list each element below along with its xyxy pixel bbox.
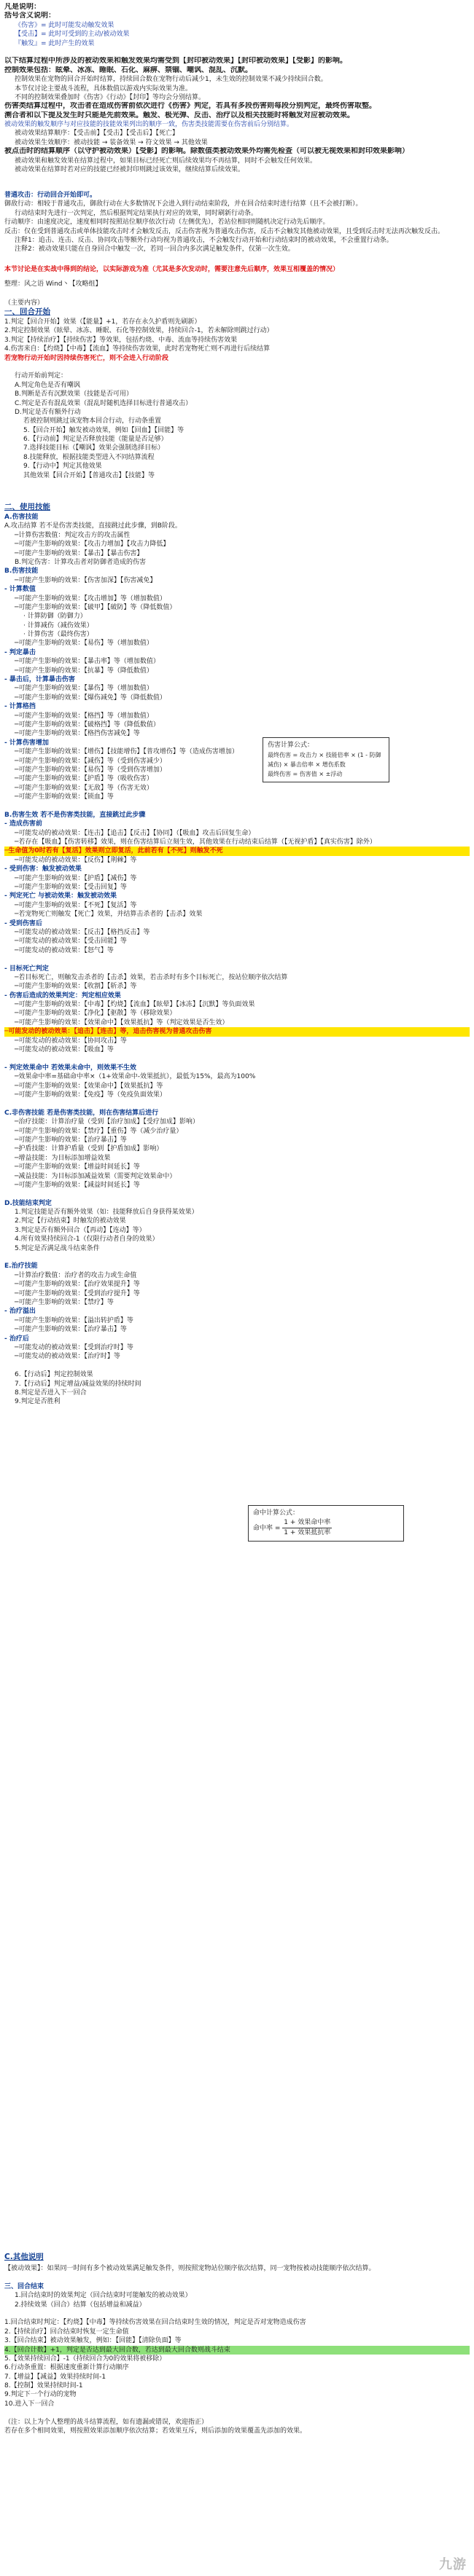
part3-line: 10.进入下一回合 [4,2400,55,2408]
intro-line: 括号含义说明： [4,12,55,20]
part3-line [4,2408,470,2417]
part2-line: ─可能产生影响的效果：【受到治疗提升】等 [15,1289,140,1297]
part2-line [4,802,470,811]
general-line: 行动结束时先进行一次判定，然后根据判定结果执行对应的效果，同时刷新行动条。 [15,209,258,217]
general-line: 行动顺序：由速度决定，速度相同时按照站位顺序依次行动（左侧优先），若站位相同则随机决定行动先后顺序。 [4,219,330,227]
part2-line: - 造成伤害前 [4,820,42,828]
intro-line: 被动效果和触发效果在结算过程中，如果目标已经死亡则后续效果均不再结算，同时不会触发任何效果。 [15,157,317,165]
part2-line: ─可能发动的被动效果：【受到治疗时】等 [15,1343,133,1351]
intro-line: 被动效果在结算时若对应的技能已经被封印则跳过该效果，继续结算后续效果。 [15,166,245,174]
part2-line: ─可能产生影响的效果：【爆伤减免】等（降低数值） [15,694,166,702]
part2-line: - 受到伤害：触发被动效果 [4,865,82,873]
part2-line: - 受到伤害后 [4,919,42,927]
part2-line: ─可能产生影响的效果：【锁血】等 [15,793,114,801]
part2-line: ─若目标死亡，则触发击杀者的【击杀】效果，若击杀时有多个目标死亡，按站位顺序依次结算 [15,973,288,981]
hit-formula-left: 命中率 = [253,1525,281,1532]
intro-line [4,48,470,57]
general-line: 普通攻击：行动回合开始即可。 [4,192,97,199]
part2-line: 5.判定是否满足战斗结束条件 [15,1244,100,1252]
intro-line: 溯合者和以下提及发生时只能是先前效果。触发、极光弹、反击、治疗以及相关技能时将触发对应被动效果。 [4,111,354,119]
intro-line: 被动效果生效顺序：被动技能 → 装备效果 → 符文效果 → 其他效果 [15,138,208,146]
part1-line: C.判定是否有混乱效果（混乱时随机选择目标进行普通攻击） [15,399,193,407]
part3-line [4,2309,470,2318]
part2-line: 1.判定技能是否有额外效果（如：技能释放后自身获得某效果） [15,1209,198,1217]
part2-line: ─可能发动的被动效果：【怒气】等 [15,946,114,954]
part2-line: - 暴击后，计算暴击伤害 [4,676,75,684]
hit-formula-fraction [282,1518,332,1538]
part2-line: ─治疗技能：计算治疗量（受到【治疗加成】【受疗加成】影响） [15,1118,199,1126]
part2-line: ─计算治疗数值：治疗者的攻击力或生命值 [15,1271,137,1279]
part2-line: · 计算防御（防御力） [23,613,87,621]
part2-line: ─可能产生影响的效果：【增益时间延长】等 [15,1163,140,1171]
part2-line: - 治疗后 [4,1335,29,1343]
intro-line: 伤害类结算过程中，攻击者在造成伤害前依次进行《伤害》判定，若具有多段伤害则每段分别判定，最终伤害取整。 [4,102,376,111]
part2-line [4,1099,470,1108]
part1-line: B.判断是否有沉默效果（技能是否可用） [15,390,133,398]
damage-formula-line1: 最终伤害 = 攻击力 × 技能倍率 × (1 - 防御减伤) × 暴击倍率 × 增伤系数 [268,752,381,768]
part2-line: · 计算减伤（减伤效果） [23,621,93,629]
intro-line: 控制效果包括：眩晕、冰冻、睡眠、石化、麻痹、禁锢、嘲讽、混乱、沉默。 [4,66,252,74]
part2-line: ─可能产生影响的效果：【无敌】等（伤害无效） [15,784,153,792]
part2-line: ─可能发动的被动效果：【吸血】等 [15,1046,114,1054]
part2-line: ─可能发动的被动效果：【追击】【连击】等，追击伤害视为普通攻击伤害 [4,1027,470,1036]
part2-line: ─可能产生影响的效果：【收割】【斩杀】等 [15,983,137,991]
part3-title: C.其他说明 [4,2253,44,2261]
intro-line: 被动效果结算顺序：【受击前】【受击】【受击后】【死亡】 [15,130,179,138]
part2-line: - 判定暴击 [4,648,36,656]
intro-line: 本节仅讨论主要战斗流程，具体数值以游戏内实际效果为准。 [15,85,193,93]
part1-line: 6.【行动前】判定是否释放技能（能量是否足够） [23,436,168,444]
part2-line: ─可能产生影响的效果：【抗暴】等（降低数值） [15,667,153,675]
part1-line: 1.判定【回合开始】效果（【能量】+1，若存在永久护盾则先刷新） [4,318,201,326]
part2-line: ─可能产生影响的效果：【受击回复】等 [15,884,127,892]
intro-line: 以下结算过程中所涉及的被动效果和触发效果均需受到【封印被动效果】【封印被动效果】【受影】的影响。 [4,57,347,66]
part2-line: ─可能产生影响的效果：【治疗效果提升】等 [15,1281,140,1289]
part2-line: ─可能发动的被动效果：【治疗时】等 [15,1353,120,1361]
part3-line: 1.回合结束时判定：【灼烧】【中毒】等持续伤害效果在回合结束时生效的情况，判定是否对宠物造成伤害 [4,2319,306,2327]
part2-line: ─可能产生影响的效果：【暴击】【暴击伤害】 [15,549,144,557]
part2-line: ─可能产生影响的效果：【溢出转护盾】等 [15,1316,133,1324]
general-section [4,191,470,254]
part1-line: 其他效果【回合开始】【普通攻击】【技能】等 [23,471,155,479]
part2-line [4,1054,470,1063]
part2-line: ─可能产生影响的效果：【格挡】等（增加数值） [15,712,153,720]
part3-line: 3.【回合结束】被动效果触发，例如：【回能】【清除负面】等 [4,2337,182,2345]
part2-line: ─可能产生影响的效果：【破甲】【破防】等（降低数值） [15,603,176,611]
part2-heading [4,503,470,511]
intro-line: 《伤害》= 此时可能发动触发效果 [15,21,114,29]
intro-line: 控制效果在宠物的回合开始时结算，持续回合数在宠物行动后减少1，未生效的控制效果不减少持续回合数。 [15,76,327,84]
part2-line: ─可能产生影响的效果：【免疫】等（免疫负面效果） [15,1091,166,1099]
damage-formula-box [263,737,389,782]
part3-line: 2.持续效果（回合）结算（包括增益和减益） [15,2301,146,2309]
part2-line: ─可能产生影响的效果：【破格挡】等（降低数值） [15,720,160,729]
part2-line: ─减益技能：为目标添加减益效果（需要判定效果命中） [15,1172,176,1180]
part2-line: B.判定伤害：计算攻击者对防御者造成的伤害 [15,558,147,566]
part1-line: A.判定角色是否有嘲讽 [15,381,80,389]
part2-line: ─可能产生影响的效果：【护盾】等（吸收伤害） [15,775,153,783]
part1-line: 9.【行动中】判定其他效果 [23,463,102,471]
part3-line: 8.【控制】效果持续时间-1 [4,2382,83,2390]
part2-line: ─可能产生影响的效果：【易伤】等（受到伤害增加） [15,766,166,774]
part2-line [4,1253,470,1262]
part1-line [4,363,470,372]
part2-line: ─可能产生影响的效果：【禁疗】等 [15,1298,114,1306]
part2-line: ─可能产生影响的效果：【减伤】等（受到伤害减少） [15,757,166,765]
part2-line: ─可能产生影响的效果：【净化】【驱散】等（移除效果） [15,1010,176,1018]
part2-line: ─可能发动的被动效果：【受击回能】等 [15,938,127,946]
part2-section [4,513,470,1407]
part2-line: ─可能产生影响的效果：【易伤】等（增加数值） [15,640,153,648]
part2-line: ─可能产生影响的效果：【攻击力增加】【攻击力降低】 [15,541,170,549]
part3-line: 4.【回合计数】+1，判定是否达到最大回合数，若达到最大回合数则战斗结束 [4,2346,470,2355]
part2-line: ─效果命中率=基础命中率×（1+效果命中-效果抵抗），最低为15%，最高为100% [15,1073,256,1081]
intro-line: 被点击时的结算顺序（以守护被动效果）【受影】的影响。除数值类被动效果外均需先检查（可以被无视效果和封印效果影响） [4,147,409,156]
part2-line: ─可能产生影响的效果：【减益时间延长】等 [15,1181,140,1189]
part2-line: ─可能产生影响的效果：【效果命中】【效果抵抗】等（判定效果是否生效） [15,1018,229,1026]
hit-formula-denominator: 1 + 效果抵抗率 [284,1529,331,1536]
part2-line: · 计算伤害（最终伤害） [23,631,93,639]
intro-line: 被动效果的触发顺序与对应技能的技能效果列出的顺序一致，伤害类技能需要在伤害前后分别结算。 [4,121,294,129]
part1-line: 4.伤害来自：【灼烧】【中毒】【流血】等持续伤害效果，此时若宠物死亡则不再进行后续结算 [4,345,271,353]
part2-line: B.伤害生效 若不是伤害类技能，直接跳过此步骤 [4,811,146,819]
part2-line: ─可能产生影响的效果：【增伤】【技能增伤】【普攻增伤】等（造成伤害增加） [15,748,238,756]
part2-line: ─可能产生影响的效果：【格挡伤害减免】等 [15,730,140,738]
part1-line: 5.【回合开始】触发被动效果，例如【回血】【回能】等 [23,426,184,434]
part3-line: 5.【效果持续回合】-1（持续回合为0的效果将被移除） [4,2355,166,2363]
damage-formula-line2: 最终伤害 = 伤害值 × ±浮动 [268,771,343,777]
part3-line: 9.判定下一个行动的宠物 [4,2391,77,2399]
part2-line [4,1362,470,1370]
notice-text: 本节讨论是在实战中得到的结论，以实际游戏为准（尤其是多次发动时，需要注意先后顺序，效果互相覆盖的情况） [4,266,340,273]
intro-line: 『触发』= 此时产生的效果 [15,39,95,47]
part2-line: ─若存在【吸血】【伤害转移】效果，则在伤害结算后立刻生效，其他效果在行动结束后结算（【无视护盾】【真实伤害】除外） [15,839,376,847]
part2-line: ─可能产生影响的效果：【暴伤】等（增加数值） [15,685,153,693]
part2-line: 6.【行动后】判定控制效果 [15,1371,93,1379]
part1-line: 2.判定控制效果（眩晕、冰冻、睡眠、石化等控制效果，持续回合-1，若未解除则跳过行动） [4,327,273,335]
part3-line: （注：以上为个人整理的战斗结算流程，如有遗漏或错误，欢迎指正） [4,2418,209,2426]
part2-line: A.攻击结算 若不是伤害类技能，直接跳过此步骤，到B阶段。 [4,522,182,530]
intro-line: 【受击】= 此时可受到的主动/被动效果 [15,31,130,39]
part2-line: ─可能产生影响的效果：【护盾】【减伤】等 [15,874,137,882]
part2-line: ─可能产生影响的效果：【中毒】【灼烧】【流血】【眩晕】【冰冻】【沉默】等负面效果 [15,1001,255,1009]
part2-line [4,955,470,964]
part2-line: B.伤害技能 [4,568,39,576]
watermark-logo: 九游 [439,2557,467,2572]
part2-line: ─可能产生影响的效果：【伤害加深】【伤害减免】 [15,576,157,584]
part1-line: D.判定是否有额外行动 [15,408,81,416]
part2-line: C.非伤害技能 若是伤害类技能，则在伤害结算后进行 [4,1109,159,1117]
part3-line: 7.【增益】【减益】效果持续时间-1 [4,2373,106,2381]
part3-heading [4,2253,470,2261]
part2-line: - 伤害后造成的效果判定：判定相应效果 [4,991,121,1000]
part2-line: - 计算伤害增加 [4,739,49,747]
part3-line [4,2273,470,2282]
part2-line: - 判定效果命中 若效果未命中，则效果不生效 [4,1064,137,1072]
part2-line: ─可能产生影响的效果：【禁疗】【重伤】等（减少治疗量） [15,1127,183,1135]
part1-line: 若宠物行动开始时因持续伤害死亡，则不会进入行动阶段 [4,354,169,362]
toc-title: （主要内容） [4,299,44,307]
part2-line: ─可能发动的被动效果：【连击】【追击】【反击】【协同】（【吸血】攻击后回复生命） [15,829,255,837]
toc-section [4,299,470,317]
part2-line: - 判定死亡 与被动效果：触发被动效果 [4,892,117,900]
part3-section [4,2264,470,2435]
part1-line: 8.技能释放，根据技能类型进入不同结算流程 [23,453,155,461]
part1-line: 7.选择技能目标（【嘲讽】效果会强制选择目标） [23,444,165,452]
part2-line: ─可能产生影响的效果：【治疗暴击】等 [15,1136,127,1144]
part2-line: - 目标死亡判定 [4,965,49,973]
part1-line: 行动开始前判定： [15,372,68,380]
intro-line: 凡是说明： [4,3,41,11]
part2-line: ─可能产生影响的效果：【效果命中】【效果抵抗】等 [15,1082,163,1090]
part2-line: ─计算伤害数值：判定攻击方的攻击属性 [15,531,131,539]
part2-line: 2.判定【行动结束】时触发的被动效果 [15,1217,126,1225]
part2-line: ─若宠物死亡则触发【死亡】效果，并结算击杀者的【击杀】效果 [15,911,203,919]
part2-line: 4.所有效果持续回合-1（仅限行动者自身的效果） [15,1236,159,1244]
general-line: 注释1：追击、连击、反击、协同攻击等额外行动均视为普通攻击，不会触发行动开始和行动结束时的被动效果，不会重置行动条。 [15,236,393,244]
part3-line: 2.【持续治疗】回合结束时恢复一定生命值 [4,2328,129,2336]
notice-line [4,265,470,289]
part2-line: D.技能结束判定 [4,1199,52,1207]
part2-line: - 计算数值 [4,586,36,594]
hit-formula-numerator: 1 + 效果命中率 [282,1518,332,1528]
part2-line: ─可能发动的被动效果：【反击】【格挡反击】等 [15,928,150,936]
intro-line: 不同的控制效果叠加时《伤害》《行动》【封印】等均会分别结算。 [15,93,206,101]
part2-line: ─增益技能：为目标添加增益效果 [15,1154,111,1162]
intro-section [4,3,470,174]
part2-line: ─可能产生影响的效果：【治疗暴击】等 [15,1326,127,1334]
part2-line: ─可能产生影响的效果：【不死】【复活】等 [15,901,137,909]
part2-line: E.治疗技能 [4,1263,38,1271]
part1-line: 3.判定【持续治疗】【持续伤害】等效果，包括灼烧、中毒、流血等持续伤害效果 [4,336,238,344]
part3-line: 三、回合结束 [4,2282,44,2290]
part2-line: A.伤害技能 [4,514,39,521]
part2-line: 8.判定是否进入下一回合 [15,1389,87,1397]
part2-line: ─护盾技能：计算护盾量（受到【护盾加成】影响） [15,1145,163,1153]
part2-line: ─可能产生影响的效果：【攻击增加】等（增加数值） [15,594,166,602]
part2-line: ─可能产生影响的效果：【暴击率】等（增加数值） [15,658,160,666]
general-line: 御敌行动：相较于普通攻击，御敌行动在大多数情况下会进入到行动结束阶段，并在回合结束时进行结算（且不会被打断）。 [4,200,362,208]
part2-line: 3.判定是否有额外回合（【再动】【连动】等） [15,1226,146,1234]
part1-line: 若被控制则跳过该宠物本回合行动，行动条重置 [23,417,162,425]
part2-title: 二、使用技能 [4,503,50,511]
general-line: 反击：仅在受到普通攻击或单体技能攻击时才会触发反击，反击伤害视为普通攻击伤害，反击不会触发其他被动效果，且受到反击时无法再次触发反击。 [4,227,445,235]
part2-line [4,1190,470,1198]
part2-line: ─可能发动的被动效果：【协同攻击】等 [15,1037,127,1045]
part2-line: - 计算格挡 [4,703,36,711]
general-line: 注释2：被动效果只能在自身回合中触发一次，若同一回合内多次满足触发条件，仅第一次生效。 [15,246,295,254]
part1-section [4,318,470,480]
hit-formula-box [248,1505,404,1542]
part2-line: 9.判定是否胜利 [15,1398,61,1406]
part2-line: 7.【行动后】判定增益/减益效果的持续时间 [15,1380,141,1388]
part3-line: 6.行动条重置：根据速度重新计算行动顺序 [4,2364,129,2372]
part2-line: ─生命值为0时若有【复活】效果则立即复活，此前若有【不死】则触发不死 [4,847,470,855]
part3-line: 【被动效果】：如果同一时间有多个被动效果满足触发条件，则按照宠物站位顺序依次结算，同一宠物按被动技能顺序依次结算。 [4,2265,376,2272]
author-line: 整理：风之语 Wind丶【攻略组】 [4,280,102,288]
part1-title: 一、回合开始 [4,307,50,317]
part3-line: 若存在多个相同效果，则按照效果添加顺序依次结算；若效果互斥，则后添加的效果覆盖先添加的效果。 [4,2427,307,2435]
damage-formula-title: 伤害计算公式： [268,742,314,749]
part2-line: ─可能发动的被动效果：【反伤】【荆棘】等 [15,856,137,864]
part2-line: - 治疗溢出 [4,1308,36,1316]
hit-formula-title: 命中计算公式： [253,1509,300,1517]
part3-line: 1.回合结束时的效果判定（回合结束时可能触发的被动效果） [15,2292,192,2300]
